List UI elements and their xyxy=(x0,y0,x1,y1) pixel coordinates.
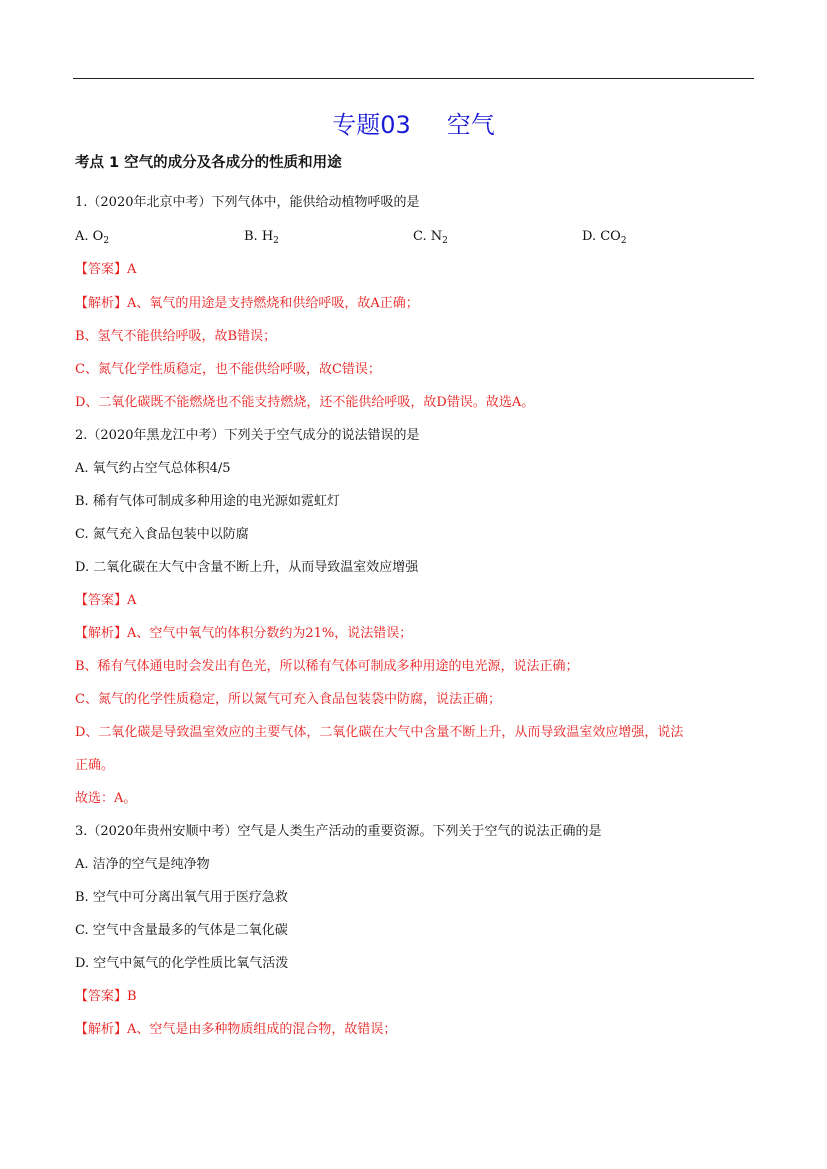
page-title xyxy=(0,105,827,140)
q1-option-c: C. $N_2$ xyxy=(413,229,448,246)
q2-option-a: A. 氧气约占空气总体积4/5 xyxy=(75,461,231,476)
header-rule xyxy=(73,78,754,79)
q3-analysis-line: 【解析】A、空气是由多种物质组成的混合物，故错误； xyxy=(75,1022,397,1037)
q2-answer: 【答案】A xyxy=(75,593,137,608)
q1-option-d: D. $CO_2$ xyxy=(582,229,627,246)
q2-analysis-line: 正确。 xyxy=(75,758,115,773)
section-heading: 考点 1 空气的成分及各成分的性质和用途 xyxy=(75,155,342,171)
question-1-stem: 1.（2020年北京中考）下列气体中，能供给动植物呼吸的是 xyxy=(75,195,420,210)
q1-analysis-line: D、二氧化碳既不能燃烧也不能支持燃烧，还不能供给呼吸，故D错误。故选A。 xyxy=(75,395,535,410)
question-3-stem: 3.（2020年贵州安顺中考）空气是人类生产活动的重要资源。下列关于空气的说法正确的是 xyxy=(75,824,602,839)
q1-analysis-line: B、氢气不能供给呼吸，故B错误； xyxy=(75,329,277,344)
question-2-stem: 2.（2020年黑龙江中考）下列关于空气成分的说法错误的是 xyxy=(75,428,420,443)
q2-option-b: B. 稀有气体可制成多种用途的电光源如霓虹灯 xyxy=(75,494,340,509)
q1-option-b: B. $H_2$ xyxy=(244,229,279,246)
q2-analysis-line: C、氮气的化学性质稳定，所以氮气可充入食品包装袋中防腐，说法正确； xyxy=(75,692,501,707)
q2-analysis-line: D、二氧化碳是导致温室效应的主要气体，二氧化碳在大气中含量不断上升，从而导致温室效应增强，说法 xyxy=(75,725,684,740)
q2-analysis-line: 【解析】A、空气中氧气的体积分数约为21%，说法错误； xyxy=(75,626,413,641)
q2-analysis-line: B、稀有气体通电时会发出有色光，所以稀有气体可制成多种用途的电光源，说法正确； xyxy=(75,659,579,674)
q3-option-d: D. 空气中氮气的化学性质比氧气活泼 xyxy=(75,956,289,971)
q1-answer: 【答案】A xyxy=(75,262,137,277)
title-subject: 空气 xyxy=(446,111,495,139)
q3-answer: 【答案】B xyxy=(75,989,137,1004)
q3-option-b: B. 空气中可分离出氧气用于医疗急救 xyxy=(75,890,288,905)
q3-option-c: C. 空气中含量最多的气体是二氧化碳 xyxy=(75,923,288,938)
q2-analysis-line: 故选：A。 xyxy=(75,791,137,806)
q1-option-a: A. $O_2$ xyxy=(75,229,110,246)
q1-analysis-line: C、氮气化学性质稳定，也不能供给呼吸，故C错误； xyxy=(75,362,381,377)
q2-option-d: D. 二氧化碳在大气中含量不断上升，从而导致温室效应增强 xyxy=(75,560,419,575)
q2-option-c: C. 氮气充入食品包装中以防腐 xyxy=(75,527,249,542)
title-main: 专题03 xyxy=(332,111,411,139)
q1-analysis-line: 【解析】A、氧气的用途是支持燃烧和供给呼吸，故A正确； xyxy=(75,296,419,311)
q3-option-a: A. 洁净的空气是纯净物 xyxy=(75,857,210,872)
